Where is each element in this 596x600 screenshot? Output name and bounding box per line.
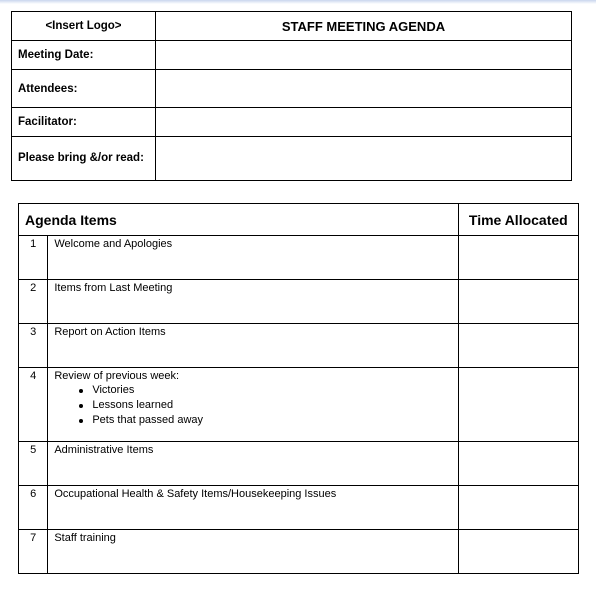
meeting-date-field[interactable] [155,41,571,70]
agenda-row [19,280,579,324]
agenda-row [19,442,579,486]
agenda-items-header: Agenda Items [19,204,459,236]
agenda-row-number: 7 [19,530,48,574]
agenda-row-time[interactable] [458,530,578,574]
agenda-row-content[interactable] [48,368,458,442]
agenda-row-number: 1 [19,236,48,280]
logo-placeholder[interactable]: <Insert Logo> [12,12,156,41]
page-title: STAFF MEETING AGENDA [155,12,571,41]
page-top-strip [0,0,596,4]
agenda-row-title[interactable]: Staff training [48,530,458,574]
agenda-table [18,203,579,574]
agenda-row-number: 4 [19,368,48,442]
agenda-row-title[interactable]: Welcome and Apologies [48,236,458,280]
agenda-row-time[interactable] [458,324,578,368]
attendees-label: Attendees: [12,70,156,108]
subitem-pets-passed-away: Pets that passed away [92,413,451,428]
bring-read-field[interactable] [155,137,571,181]
agenda-row-title[interactable]: Administrative Items [48,442,458,486]
time-allocated-header: Time Allocated [458,204,578,236]
agenda-row [19,486,579,530]
agenda-row-title: Review of previous week: [54,370,180,382]
bring-read-label: Please bring &/or read: [12,137,156,181]
attendees-field[interactable] [155,70,571,108]
facilitator-label: Facilitator: [12,108,156,137]
agenda-row-title[interactable]: Items from Last Meeting [48,280,458,324]
agenda-row-number: 3 [19,324,48,368]
agenda-row [19,368,579,442]
review-subitem-list [54,383,451,428]
agenda-row [19,236,579,280]
subitem-lessons-learned: Lessons learned [92,398,451,413]
agenda-row-time[interactable] [458,236,578,280]
agenda-row-number: 6 [19,486,48,530]
subitem-victories: Victories [92,383,451,398]
agenda-row-number: 5 [19,442,48,486]
agenda-row-time[interactable] [458,442,578,486]
meeting-header-table [11,11,572,181]
agenda-row-time[interactable] [458,368,578,442]
agenda-row-number: 2 [19,280,48,324]
meeting-date-label: Meeting Date: [12,41,156,70]
agenda-row-title[interactable]: Report on Action Items [48,324,458,368]
agenda-row-time[interactable] [458,486,578,530]
facilitator-field[interactable] [155,108,571,137]
agenda-row [19,530,579,574]
agenda-row [19,324,579,368]
agenda-row-time[interactable] [458,280,578,324]
agenda-row-title[interactable]: Occupational Health & Safety Items/Housekeeping Issues [48,486,458,530]
